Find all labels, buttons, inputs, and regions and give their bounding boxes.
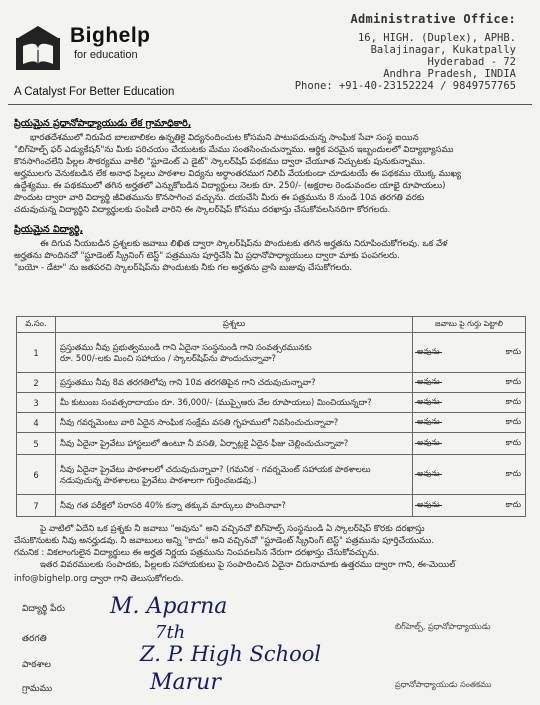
header-divider (8, 104, 532, 105)
intro-line: అర్హములగు వెనుకబడిన లేక అనాధ పిల్లలు పాఠశాల విద్యను అర్ధాంతరముగ నిలిపి వేయకుండా చూడుటయే ఈ పథకము యొక్క ముఖ్య (14, 169, 462, 179)
answer-yes[interactable]: అవును (417, 347, 440, 356)
answer-no[interactable]: కాదు (505, 347, 521, 356)
answer-no[interactable]: కాదు (505, 417, 521, 426)
phone-number: Phone: +91-40-23152224 / 9849757765 (294, 80, 516, 92)
table-header-row (17, 317, 526, 333)
answer-no[interactable]: కాదు (505, 438, 521, 447)
answer-cell[interactable] (413, 495, 526, 517)
class-value[interactable]: 7th (155, 622, 186, 643)
answer-no[interactable]: కాదు (505, 397, 521, 406)
answer-yes[interactable]: అవును (417, 438, 440, 447)
class-label: తరగతి (22, 634, 47, 644)
note-line: గమనిక : వికలాంగులైన విద్యార్థులు ఈ అర్హత నిర్ణయ పత్రమును నింపవలసిన నేరుగా దరఖాస్తు చేసుకోవచ్చును. (14, 548, 380, 558)
student-intro-line: ఈ దిగువ నీయబడిన ప్రశ్నలకు జవాబు లిఖిత ద్వారా స్కాలర్‌షిప్‌ను పొందుటకు తగిన అర్హతను నిరూపించుకోగలవు. ఒక వేళ (40, 239, 448, 249)
address-line: 16, HIGH. (Duplex), APHB. (357, 32, 516, 44)
question-text (56, 373, 413, 393)
answer-cell[interactable] (413, 455, 526, 495)
office-title: Administrative Office: (350, 12, 516, 26)
question-line: నడుపుచున్న పాఠశాలలు ప్రైవేటు పాఠశాలగా గుర్తించబడవు.) (60, 474, 257, 485)
table-row (17, 433, 526, 455)
school-label: పాఠశాల (22, 660, 51, 670)
answer-cell[interactable] (413, 373, 526, 393)
address-line: Balajinagar, Kukatpally (370, 44, 516, 56)
contact-email: info@bighelp.org ద్వారా గాని తెలుసుకోగలరు. (14, 574, 184, 584)
answer-yes[interactable]: అవును (417, 417, 440, 426)
student-intro-line: "బయో - డేటా" ను జతపరచి స్కాలర్‌షిప్‌ను పొందుటకు నీకు గల అర్హతను వ్రాసి బుజువు చేసుకోగలరు. (14, 263, 353, 273)
question-number: 5 (17, 433, 56, 455)
answer-yes[interactable]: అవును (417, 500, 440, 509)
village-value[interactable]: Marur (150, 670, 221, 695)
question-text (56, 393, 413, 413)
answer-yes[interactable]: అవును (417, 397, 440, 406)
brand-subtitle: for education (74, 49, 138, 61)
signature-caption: బిగ్‌హెల్ప్, ప్రధానోపాధ్యాయుడు (395, 622, 491, 631)
school-value[interactable]: Z. P. High School (140, 642, 322, 666)
header-serial-no: వ.సం. (17, 317, 56, 333)
question-line: రూ. 500/-లకు మించి సహాయం / స్కాలర్‌షిప్‌ను పొందుచున్నావా? (60, 352, 276, 363)
question-line: మీ కుటుంబ సంవత్సరాదాయం రూ. 36,000/- (ముప్పైఆరు వేల రూపాయలు) మించియున్నదా? (60, 397, 372, 407)
table-row (17, 373, 526, 393)
table-row (17, 495, 526, 517)
header-mark-answer: జవాబు పై గుర్తు పెట్టాలి (413, 317, 526, 333)
signature-caption: ప్రధానోపాధ్యాయుడు సంతకము (395, 680, 492, 689)
answer-no[interactable]: కాదు (505, 377, 521, 386)
answer-no[interactable]: కాదు (505, 469, 521, 478)
student-name-label: విద్యార్థి పేరు (22, 604, 65, 614)
answer-cell[interactable] (413, 333, 526, 373)
note-line: చేసుకొనుటకు నీవు అనర్హుడవు. నీ జవాబులు అన్ని "కాదు" అని వచ్చినచో "స్టూడెంట్ స్క్రీనింగ్ టెస్ట్" పత్రమును పూర్తిచేయుము. (14, 536, 434, 546)
tagline: A Catalyst For Better Education (14, 86, 175, 98)
eligibility-questions-table (16, 316, 526, 517)
header-questions: ప్రశ్నలు (56, 317, 413, 333)
question-line: నీవు గత పరీక్షలో సరాసరి 40% కన్నా తక్కువ మార్కులు పొందినావా? (60, 500, 286, 510)
village-label: గ్రామము (22, 684, 53, 694)
question-line: నీవు ఏదైనా ప్రైవేటు పాఠశాలలో చదువుచున్నావా? (గమనిక - గవర్నమెంట్ సహాయక పాఠశాలలు (60, 463, 371, 474)
question-text (56, 413, 413, 433)
student-intro-line: అర్హతను పొందినచో "స్టూడెంట్ స్క్రీనింగ్ టెస్ట్" పత్రమును పూర్తిచేసి మీ ప్రధానోపాధ్యాయులు ద్వారా మాకు పంపగలరు. (14, 251, 400, 261)
intro-line: పొందుట ద్వారా వారి విద్యార్థి జీవితమును కొనసాగించ వచ్చును. దయచేసి మీరు ఈ పత్రమును 8 నుండి 10వ తరగతి వరకు (14, 193, 425, 203)
student-name-value[interactable]: M. Aparna (110, 594, 228, 619)
table-row (17, 393, 526, 413)
question-number: 7 (17, 495, 56, 517)
headmaster-salutation: ప్రియమైన ప్రధానోపాధ్యాయుడు లేక గ్రామాధికారి, (14, 118, 192, 129)
answer-yes[interactable]: అవును (417, 377, 440, 386)
question-text (56, 433, 413, 455)
table-row (17, 413, 526, 433)
intro-line: భారతదేశములో నిరుపేద బాలబాలికల ఉన్నతికై విద్యనందించుట కోసమని పాటుపడుచున్న సాంఘిక సేవా సంస్థ ఐయిన (30, 133, 419, 143)
answer-cell[interactable] (413, 393, 526, 413)
intro-line: కొనసాగించలేని పిల్లల సౌకర్యము వాకిలి "స్టూడెంట్ ఎ డైట్" స్కాలర్‌షిప్ పథకము ద్వారా చేయూత నిచ్చుటకు పునుకున్నాము. (14, 157, 426, 167)
question-line: నీవు ఏదైనా ప్రైవేటు హాస్టలులో ఉంటూ నీ వసతి, ఏర్పాట్లకై ఏదైన ఫీజు చెల్లించుచున్నావా? (60, 438, 349, 448)
note-line: పై వాటిలో ఏదేని ఒక ప్రశ్నకు నీ జవాబు "అవును" అని వచ్చినచో బిగ్‌హెల్ప్ సంస్థనుండి ఏ స్కాలర్‌షిప్ కొరకు దరఖాస్తు (40, 524, 425, 534)
intro-line: చదువుచున్న విద్యార్థిని విద్యార్థులకు పంపిణీ వారిని ఈ స్కాలర్‌షిప్ కోసము దరఖాస్తు చేసుకోవలసినదిగా కోరగలరు. (14, 205, 391, 215)
brand-name: Bighelp (70, 24, 151, 47)
question-number: 4 (17, 413, 56, 433)
address-line: Andhra Pradesh, INDIA (383, 68, 516, 80)
intro-line: ఉద్దేశ్యము. ఈ పథకములో తగిన అర్హతలో ఎన్నుకోబడిన విద్యార్థులు నెలకు రూ. 250/- (అక్షరాల రెండువందల యాభై రూపాయలు) (14, 181, 446, 191)
address-line: Hyderabad - 72 (427, 56, 516, 68)
table-row (17, 333, 526, 373)
question-line: ప్రస్తుతము నీవు 8వ తరగతిలోపు గాని 10వ తరగతిపైన గాని చదువుచున్నావా? (60, 377, 316, 387)
table-row (17, 455, 526, 495)
question-number: 6 (17, 455, 56, 495)
question-line: ప్రస్తుతము నీవు ప్రభుత్వముండి గాని ఏదైనా సంస్థనుండి గాని సంవత్సరమునకు (60, 341, 312, 352)
answer-no[interactable]: కాదు (505, 500, 521, 509)
question-number: 1 (17, 333, 56, 373)
note-line: ఇతర వివరములకు సంపాదకు, పిల్లలకు సహాయకులు పై సంపాదించిన ఏదైనా చిరునామాకు ఉత్తరము ద్వారా గాని, ఈ-మెయిల్ (40, 560, 456, 570)
question-text (56, 495, 413, 517)
question-text (56, 455, 413, 495)
answer-cell[interactable] (413, 413, 526, 433)
question-line: నీవు గవర్నమెంటు వారి ఏదైన సాంఘిక సంక్షేమ వసతి గృహములో నివసించుచున్నావా? (60, 417, 339, 427)
question-text (56, 333, 413, 373)
answer-cell[interactable] (413, 433, 526, 455)
bighelp-logo-icon (14, 24, 64, 72)
student-salutation: ప్రియమైన విద్యార్థి, (14, 224, 84, 235)
question-number: 2 (17, 373, 56, 393)
answer-yes[interactable]: అవును (417, 469, 440, 478)
intro-line: "బిగ్‌హెల్ప్ ఫర్ ఎడ్యుకేషన్"ను మీకు పరిచయం చేయుటకు మేము సంతసించుచున్నాము. ఆర్థిక పరమైన ఇబ్బందులలో విద్యాభ్యాసము (14, 145, 454, 155)
question-number: 3 (17, 393, 56, 413)
